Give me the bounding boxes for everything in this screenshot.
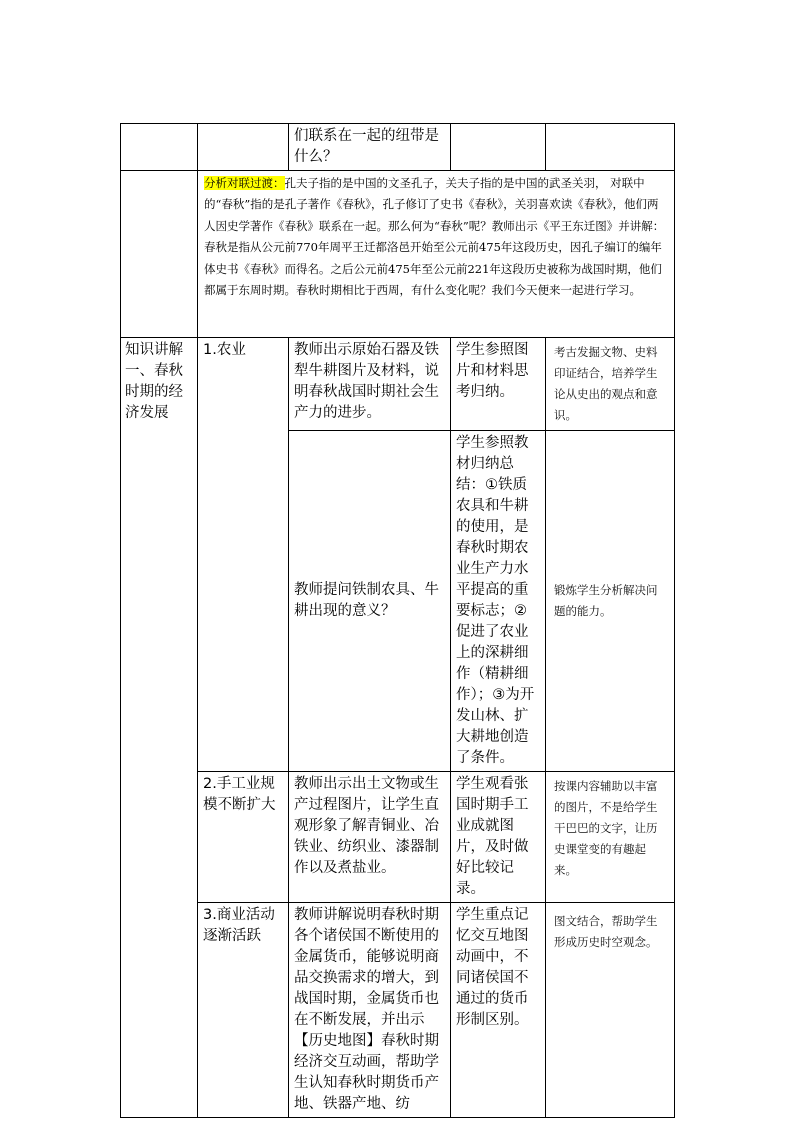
- table-row: [121, 772, 675, 903]
- teacher-activity-cell: 教师出示出土文物或生产过程图片，让学生直观形象了解青铜业、冶铁业、纺织业、漆器制作以及煮盐业。: [289, 772, 451, 903]
- student-activity-cell: 学生重点记忆交互地图动画中，不同诸侯国不通过的货币形制区别。: [451, 903, 546, 1118]
- teacher-activity-cell: 教师提问铁制农具、牛耕出现的意义？: [289, 431, 451, 772]
- topic-cell: 1.农业: [198, 338, 289, 772]
- student-activity-cell: 学生观看张国时期手工业成就图片，及时做好比较记录。: [451, 772, 546, 903]
- design-intent-cell: 按课内容辅助以丰富的图片，不是给学生干巴巴的文字，让历史课堂变的有趣起来。: [546, 772, 675, 903]
- table-cell: [121, 124, 198, 171]
- design-intent-cell: 锻炼学生分析解决问题的能力。: [546, 431, 675, 772]
- transition-label: 分析对联过渡：: [204, 176, 285, 190]
- design-intent-cell: 考古发掘文物、史料印证结合，培养学生论从史出的观点和意识。: [546, 338, 675, 431]
- student-activity-cell: 学生参照教材归纳总结：①铁质农具和牛耕的使用，是春秋时期农业生产力水平提高的重要标志；②促进了农业上的深耕细作（精耕细作）；③为开发山林、扩大耕地创造了条件。: [451, 431, 546, 772]
- topic-cell: 3.商业活动逐渐活跃: [198, 903, 289, 1118]
- table-cell: [121, 171, 198, 338]
- table-row: [121, 338, 675, 431]
- transition-cell: [198, 171, 675, 338]
- table-cell: [451, 124, 546, 171]
- design-intent-cell: 图文结合，帮助学生形成历史时空观念。: [546, 903, 675, 1118]
- table-cell: [546, 124, 675, 171]
- transition-text: 孔夫子指的是中国的文圣孔子，关夫子指的是中国的武圣关羽， 对联中的“春秋”指的是孔子著作《春秋》，孔子修订了史书《春秋》，关羽喜欢读《春秋》，他们两人因史学著作《春秋》联系在一起。那么何为“春秋”呢？教师出示《平王东迁图》并讲解：春秋是指从公元前770年周平王迁都洛邑开始至公元前475年这段历史，因孔子编订的编年体史书《春秋》而得名。之后公元前475年至公元前221年这段历史被称为战国时期，他们都属于东周时期。春秋时期相比于西周，有什么变化呢？我们今天便来一起进行学习。: [204, 176, 665, 298]
- table-row: [121, 171, 675, 338]
- teacher-activity-cell: 们联系在一起的纽带是什么？: [289, 124, 451, 171]
- topic-cell: 2.手工业规模不断扩大: [198, 772, 289, 903]
- lesson-plan-table: [120, 123, 675, 1118]
- table-row: [121, 903, 675, 1118]
- teacher-activity-cell: 教师出示原始石器及铁犁牛耕图片及材料，说明春秋战国时期社会生产力的进步。: [289, 338, 451, 431]
- table-row: [121, 124, 675, 171]
- table-cell: [198, 124, 289, 171]
- section-title-cell: 知识讲解一、春秋时期的经济发展: [121, 338, 198, 1118]
- teacher-activity-cell: 教师讲解说明春秋时期各个诸侯国不断使用的金属货币，能够说明商品交换需求的增大，到战国时期，金属货币也在不断发展，并出示【历史地图】春秋时期经济交互动画，帮助学生认知春秋时期货币产地、铁器产地、纺: [289, 903, 451, 1118]
- student-activity-cell: 学生参照图片和材料思考归纳。: [451, 338, 546, 431]
